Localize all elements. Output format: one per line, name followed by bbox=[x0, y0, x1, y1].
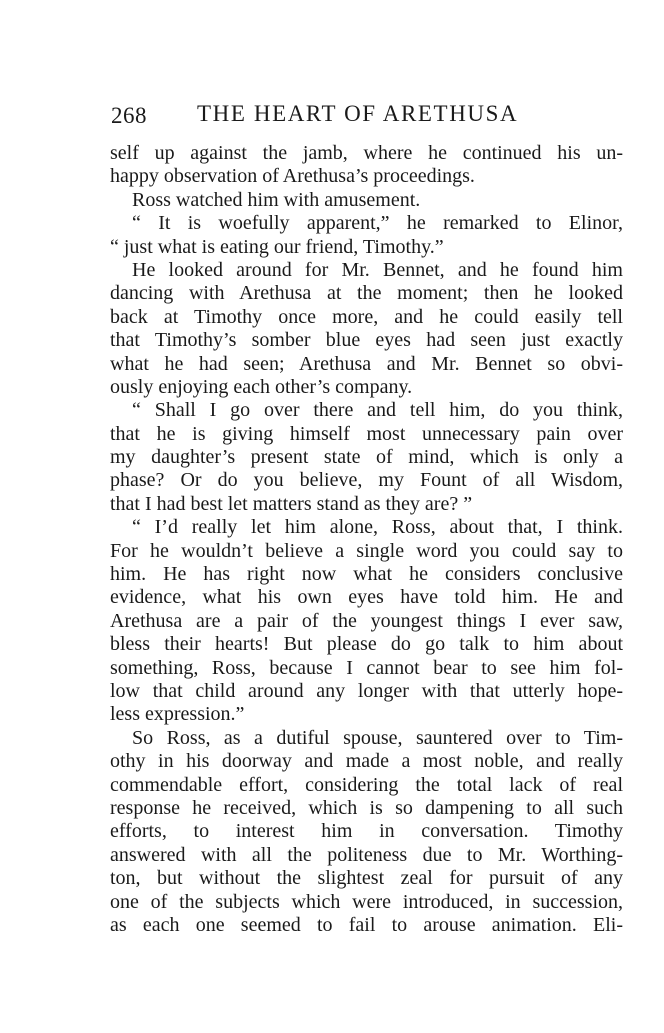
text-line: one of the subjects which were introduced, in succession, bbox=[110, 890, 623, 913]
text-line: “ I’d really let him alone, Ross, about that, I think. bbox=[132, 516, 623, 539]
text-line: othy in his doorway and made a most noble, and really bbox=[110, 750, 623, 773]
text-line: ously enjoying each other’s company. bbox=[110, 375, 413, 398]
text-line: happy observation of Arethusa’s proceedings. bbox=[110, 165, 475, 188]
text-line: Arethusa are a pair of the youngest things I ever saw, bbox=[110, 609, 623, 632]
text-line: back at Timothy once more, and he could easily tell bbox=[110, 305, 623, 328]
text-line: “ just what is eating our friend, Timothy.” bbox=[110, 235, 444, 258]
running-head bbox=[111, 101, 531, 133]
text-line: that Timothy’s somber blue eyes had seen just exactly bbox=[110, 329, 623, 352]
text-line: ton, but without the slightest zeal for pursuit of any bbox=[110, 867, 623, 890]
text-line: him. He has right now what he considers conclusive bbox=[110, 563, 623, 586]
text-line: response he received, which is so dampening to all such bbox=[110, 796, 623, 819]
text-line: answered with all the politeness due to Mr. Worthing- bbox=[110, 843, 623, 866]
text-line: self up against the jamb, where he continued his un- bbox=[110, 142, 623, 164]
text-line: commendable effort, considering the total lack of real bbox=[110, 773, 623, 796]
text-line: evidence, what his own eyes have told him. He and bbox=[110, 586, 623, 609]
page-number: 268 bbox=[111, 103, 147, 128]
text-line: So Ross, as a dutiful spouse, sauntered over to Tim- bbox=[132, 726, 623, 749]
text-line: low that child around any longer with that utterly hope- bbox=[110, 679, 623, 702]
text-line: efforts, to interest him in conversation. Timothy bbox=[110, 820, 623, 843]
text-line: For he wouldn’t believe a single word you could say to bbox=[110, 539, 623, 562]
text-line: less expression.” bbox=[110, 703, 245, 726]
text-line: as each one seemed to fail to arouse animation. Eli- bbox=[110, 913, 623, 936]
text-line: what he had seen; Arethusa and Mr. Bennet so obvi- bbox=[110, 352, 623, 375]
text-line: that I had best let matters stand as they are? ” bbox=[110, 492, 473, 515]
body-text bbox=[110, 142, 623, 937]
text-line: something, Ross, because I cannot bear to see him fol- bbox=[110, 656, 623, 679]
text-line: “ It is woefully apparent,” he remarked to Elinor, bbox=[132, 212, 623, 235]
text-line: He looked around for Mr. Bennet, and he found him bbox=[132, 258, 623, 281]
text-line: phase? Or do you believe, my Fount of all Wisdom, bbox=[110, 469, 623, 492]
book-title: THE HEART OF ARETHUSA bbox=[197, 101, 519, 126]
text-line: bless their hearts! But please do go talk to him about bbox=[110, 633, 623, 656]
text-line: “ Shall I go over there and tell him, do you think, bbox=[132, 399, 623, 422]
text-line: Ross watched him with amusement. bbox=[132, 188, 421, 211]
text-line: dancing with Arethusa at the moment; then he looked bbox=[110, 282, 623, 305]
text-line: that he is giving himself most unnecessary pain over bbox=[110, 422, 623, 445]
text-line: my daughter’s present state of mind, which is only a bbox=[110, 446, 623, 469]
